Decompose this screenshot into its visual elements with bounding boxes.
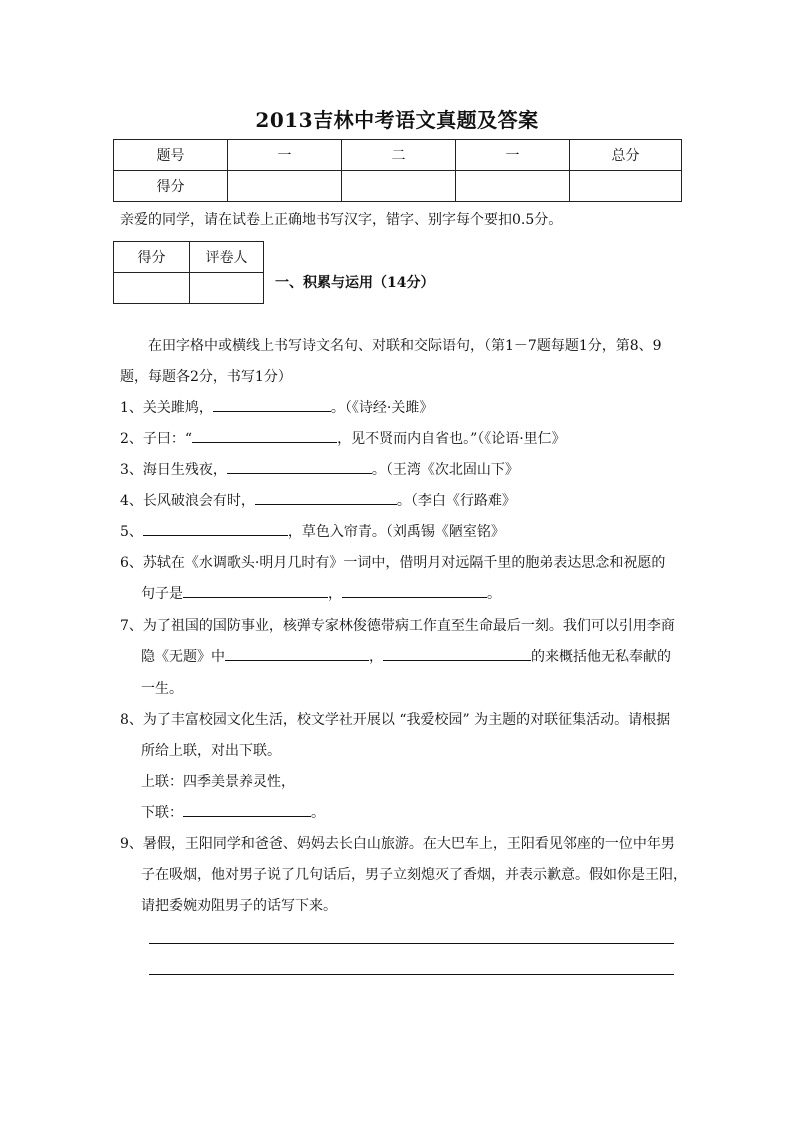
score-cell-part-1[interactable] [228,171,342,202]
score-row-label: 得分 [114,171,228,202]
grader-table [113,241,264,304]
answer-blank-3[interactable] [227,459,372,474]
instructions-line-2: 题，每题各2分，书写1分） [120,369,292,385]
answer-blank-6a[interactable] [183,583,328,598]
answer-blank-1[interactable] [213,397,331,412]
grader-table-blank-row [114,273,264,304]
question-7-line-3: 一生。 [141,681,183,697]
question-8-line-2: 所给上联，对出下联。 [141,743,281,759]
score-table [113,139,682,202]
grader-header-grader: 评卷人 [190,242,264,273]
answer-blank-6b[interactable] [342,583,487,598]
question-7-line-2: 隐《无题》中 ， 的来概括他无私奉献的 [141,646,671,666]
score-table-score-row [114,171,682,202]
question-9-line-3: 请把委婉劝阻男子的话写下来。 [141,898,337,914]
question-7-line-1: 7、为了祖国的国防事业，核弹专家林俊德带病工作直至生命最后一刻。我们可以引用李商 [120,618,675,634]
question-2: 2、子曰：“ ，见不贤而内自省也。”（《论语·里仁》 [120,428,566,448]
header-cell-question-number: 题号 [114,140,228,171]
header-cell-total: 总分 [570,140,682,171]
answer-line-9b[interactable] [149,974,674,975]
question-8-line-1: 8、为了丰富校园文化生活，校文学社开展以 “我爱校园” 为主题的对联征集活动。请根据 [120,712,671,728]
question-8-upper-couplet: 上联：四季美景养灵性， [141,774,295,790]
question-4: 4、长风破浪会有时， 。（李白《行路难》 [120,490,516,510]
question-3: 3、海日生残夜， 。（王湾《次北固山下》 [120,459,519,479]
answer-blank-5[interactable] [143,521,288,536]
instructions-line-1: 在田字格中或横线上书写诗文名句、对联和交际语句，（第1－7题每题1分，第8、9 [148,338,662,354]
question-1: 1、关关雎鸠， 。（《诗经·关雎》 [120,397,433,417]
answer-blank-7a[interactable] [225,646,369,661]
answer-blank-7b[interactable] [383,646,531,661]
page-title: 2013吉林中考语文真题及答案 [255,108,539,132]
answer-blank-8[interactable] [183,802,311,817]
header-cell-part-1: 一 [228,140,342,171]
answer-line-9a[interactable] [149,943,674,944]
header-cell-part-2: 二 [342,140,456,171]
score-table-header-row [114,140,682,171]
header-cell-part-3: 一 [456,140,570,171]
question-6-line-2: 句子是 ， 。 [141,583,501,603]
score-cell-part-2[interactable] [342,171,456,202]
grader-name-cell[interactable] [190,273,264,304]
question-5: 5、 ，草色入帘青。（刘禹锡《陋室铭》 [120,521,505,541]
question-9-line-1: 9、暑假，王阳同学和爸爸、妈妈去长白山旅游。在大巴车上，王阳看见邻座的一位中年男 [120,836,675,852]
score-cell-part-3[interactable] [456,171,570,202]
grader-score-cell[interactable] [114,273,190,304]
section-title: 一、积累与运用（14分） [275,275,435,291]
grader-header-score: 得分 [114,242,190,273]
score-cell-total[interactable] [570,171,682,202]
question-9-line-2: 子在吸烟，他对男子说了几句话后，男子立刻熄灭了香烟，并表示歉意。假如你是王阳， [141,867,687,883]
grader-table-header-row [114,242,264,273]
instructions-note: 亲爱的同学，请在试卷上正确地书写汉字，错字、别字每个要扣0.5分。 [120,212,563,228]
question-8-lower-couplet: 下联： 。 [141,802,325,822]
question-6-line-1: 6、苏轼在《水调歌头·明月几时有》一词中，借明月对远隔千里的胞弟表达思念和祝愿的 [120,555,666,571]
answer-blank-4[interactable] [255,490,397,505]
answer-blank-2[interactable] [192,428,337,443]
